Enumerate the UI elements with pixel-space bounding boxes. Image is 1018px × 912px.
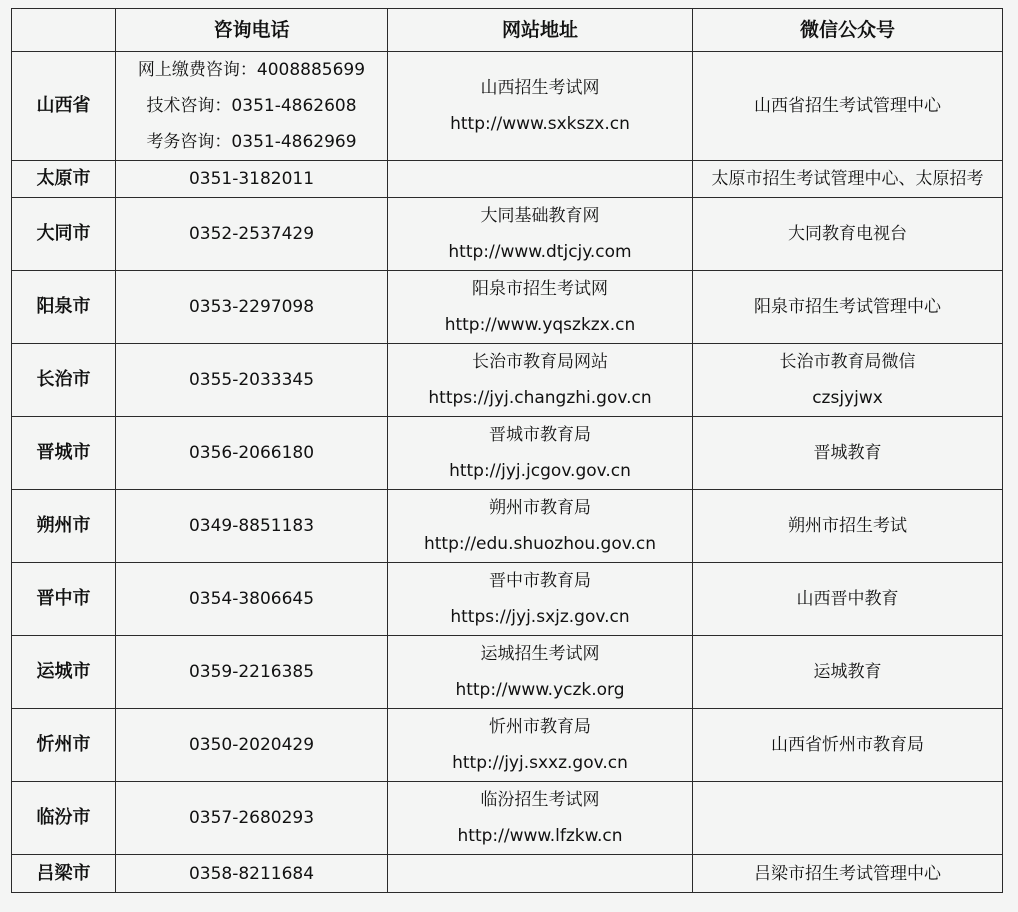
phone-line: 网上缴费咨询：4008885699 [137,60,366,80]
website-url[interactable]: http://www.yczk.org [455,680,625,700]
phone-line: 技术咨询：0351-4862608 [146,96,357,116]
phone-cell [116,709,388,782]
table-row [12,344,1003,417]
website-url[interactable]: http://www.dtjcjy.com [448,242,632,262]
website-url[interactable]: http://edu.shuozhou.gov.cn [423,534,657,554]
table-row [12,782,1003,855]
website-name: 晋城市教育局 [489,425,591,445]
region-name: 晋城市 [12,417,116,490]
phone-cell [116,52,388,161]
region-name: 大同市 [12,198,116,271]
wechat-cell [693,636,1003,709]
table-row [12,855,1003,893]
wechat-name: 运城教育 [813,662,882,682]
wechat-name: 长治市教育局微信 [779,352,916,372]
region-name: 长治市 [12,344,116,417]
website-cell [388,636,693,709]
wechat-id: czsjyjwx [812,388,883,408]
phone-line: 0355-2033345 [188,370,315,390]
website-cell [388,490,693,563]
wechat-cell [693,52,1003,161]
table-row [12,161,1003,198]
website-name: 朔州市教育局 [489,498,591,518]
website-url[interactable]: http://www.lfzkw.cn [457,826,623,846]
phone-line: 0358-8211684 [188,863,315,884]
website-name: 长治市教育局网站 [472,352,608,372]
phone-line: 0354-3806645 [188,589,315,609]
phone-cell [116,490,388,563]
wechat-cell [693,271,1003,344]
wechat-cell [693,855,1003,893]
region-name: 晋中市 [12,563,116,636]
website-name: 运城招生考试网 [480,644,600,664]
phone-cell [116,782,388,855]
website-cell [388,563,693,636]
header-wechat: 微信公众号 [693,9,1003,52]
phone-cell [116,344,388,417]
wechat-name: 山西省忻州市教育局 [771,735,924,755]
table-row [12,636,1003,709]
region-name: 吕梁市 [12,855,116,893]
wechat-cell [693,198,1003,271]
phone-line: 考务咨询：0351-4862969 [146,132,357,152]
region-name: 太原市 [12,161,116,198]
table-row [12,52,1003,161]
table-row [12,271,1003,344]
website-name: 忻州市教育局 [489,717,591,737]
wechat-name: 太原市招生考试管理中心、太原招考 [711,169,984,189]
website-url[interactable]: https://jyj.sxjz.gov.cn [450,607,630,627]
phone-line: 0350-2020429 [188,735,315,755]
website-url[interactable]: http://www.yqszkzx.cn [444,315,636,335]
wechat-name: 山西晋中教育 [796,589,899,609]
phone-line: 0359-2216385 [188,662,315,682]
website-cell [388,709,693,782]
wechat-cell [693,709,1003,782]
table-row [12,563,1003,636]
header-region [12,9,116,52]
wechat-cell [693,490,1003,563]
phone-cell [116,417,388,490]
region-name: 朔州市 [12,490,116,563]
region-name: 临汾市 [12,782,116,855]
region-name: 山西省 [12,52,116,161]
wechat-name: 大同教育电视台 [788,224,907,244]
wechat-name: 阳泉市招生考试管理中心 [754,297,941,317]
website-name: 晋中市教育局 [489,571,591,591]
phone-line: 0353-2297098 [188,297,315,317]
table-row [12,709,1003,782]
website-cell [388,161,693,198]
wechat-cell [693,782,1003,855]
website-cell [388,417,693,490]
website-name: 山西招生考试网 [480,78,600,98]
phone-line: 0357-2680293 [188,808,315,828]
table-row [12,198,1003,271]
phone-cell [116,855,388,893]
phone-line: 0349-8851183 [188,516,315,536]
wechat-cell [693,563,1003,636]
website-name: 临汾招生考试网 [480,790,600,810]
wechat-cell [693,161,1003,198]
contact-table [11,8,1003,893]
wechat-cell [693,417,1003,490]
wechat-name: 山西省招生考试管理中心 [754,96,941,116]
wechat-cell [693,344,1003,417]
website-cell [388,271,693,344]
website-name: 大同基础教育网 [480,206,600,226]
table-row [12,417,1003,490]
phone-line: 0356-2066180 [188,443,315,463]
website-url[interactable]: http://www.sxkszx.cn [450,114,630,134]
phone-line: 0351-3182011 [188,169,315,189]
website-cell [388,782,693,855]
wechat-name: 吕梁市招生考试管理中心 [754,863,941,884]
region-name: 阳泉市 [12,271,116,344]
region-name: 忻州市 [12,709,116,782]
website-cell [388,344,693,417]
phone-cell [116,161,388,198]
phone-line: 0352-2537429 [188,224,315,244]
website-cell [388,198,693,271]
phone-cell [116,198,388,271]
header-phone: 咨询电话 [116,9,388,52]
website-name: 阳泉市招生考试网 [472,279,608,299]
wechat-name: 朔州市招生考试 [788,516,907,536]
table-row [12,490,1003,563]
phone-cell [116,271,388,344]
table-header-row [12,9,1003,52]
region-name: 运城市 [12,636,116,709]
phone-cell [116,563,388,636]
phone-cell [116,636,388,709]
website-url[interactable]: https://jyj.changzhi.gov.cn [428,388,652,408]
header-website: 网站地址 [388,9,693,52]
website-cell [388,855,693,893]
website-url[interactable]: http://jyj.sxxz.gov.cn [452,753,628,773]
wechat-name: 晋城教育 [813,443,882,463]
website-url[interactable]: http://jyj.jcgov.gov.cn [449,461,631,481]
website-cell [388,52,693,161]
